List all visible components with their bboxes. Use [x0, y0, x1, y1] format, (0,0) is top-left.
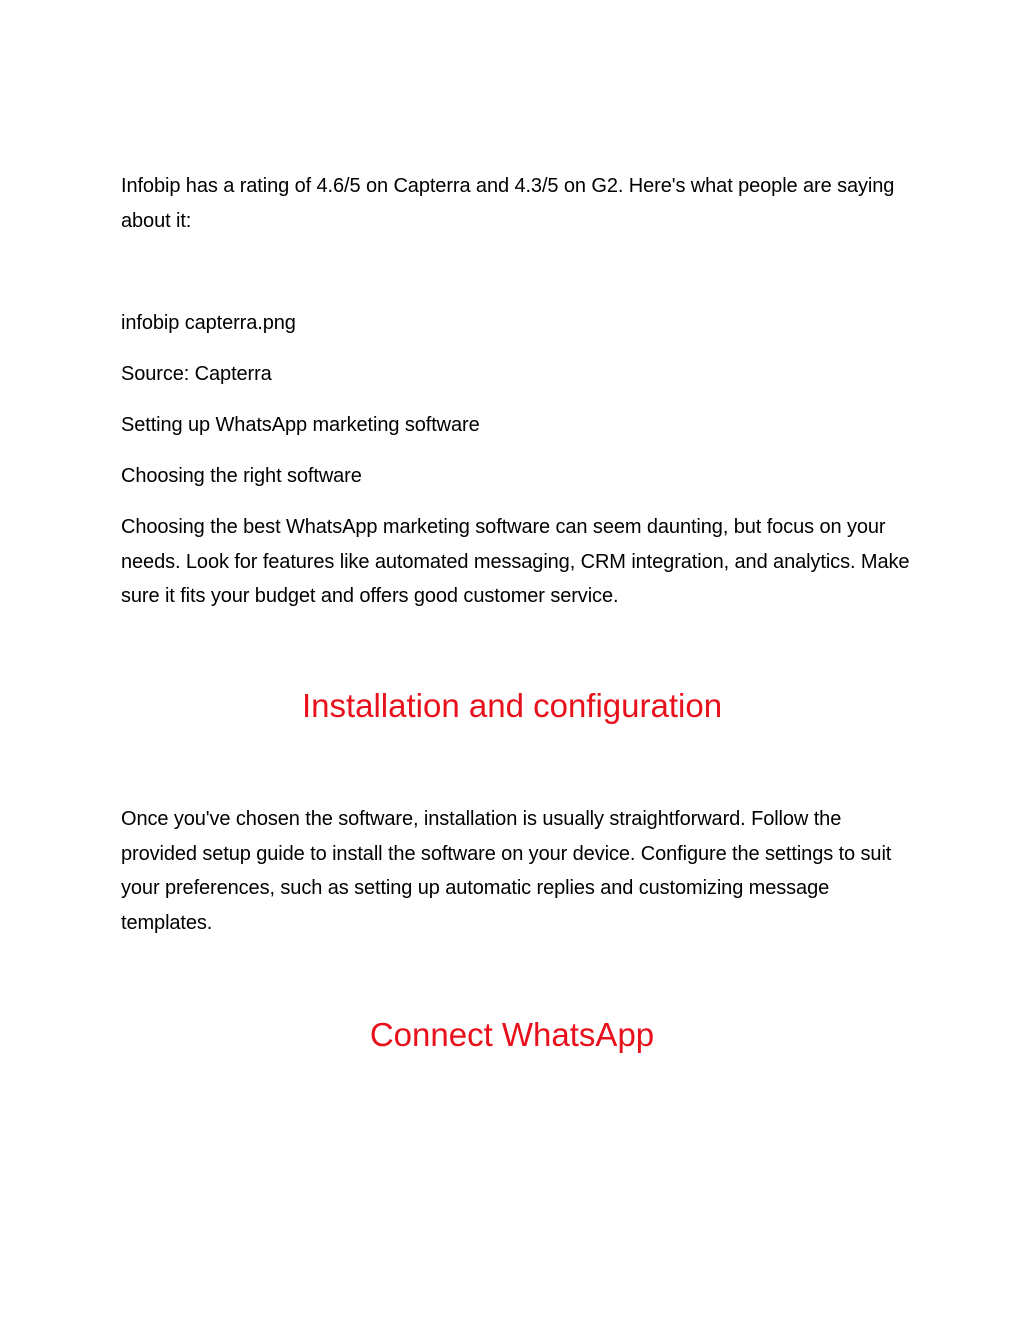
subsection-title-choosing: Choosing the right software	[121, 465, 362, 487]
choosing-body-paragraph: Choosing the best WhatsApp marketing software can seem daunting, but focus on your needs. Look for features like automated messaging, CRM integration, and analytics. Make sure it fits your budget and offers good customer service.	[121, 516, 910, 607]
intro-paragraph: Infobip has a rating of 4.6/5 on Capterra and 4.3/5 on G2. Here's what people are saying about it:	[121, 175, 895, 232]
installation-body-paragraph: Once you've chosen the software, installation is usually straightforward. Follow the provided setup guide to install the software on your device. Configure the settings to suit your preferences, such as setting up automatic replies and customizing message templates.	[121, 808, 892, 934]
image-source-caption: Source: Capterra	[121, 363, 272, 385]
image-filename-text: infobip capterra.png	[121, 312, 296, 334]
heading-installation: Installation and configuration	[301, 687, 723, 724]
heading-connect-whatsapp: Connect WhatsApp	[369, 1016, 655, 1053]
section-title-setup: Setting up WhatsApp marketing software	[121, 414, 480, 436]
